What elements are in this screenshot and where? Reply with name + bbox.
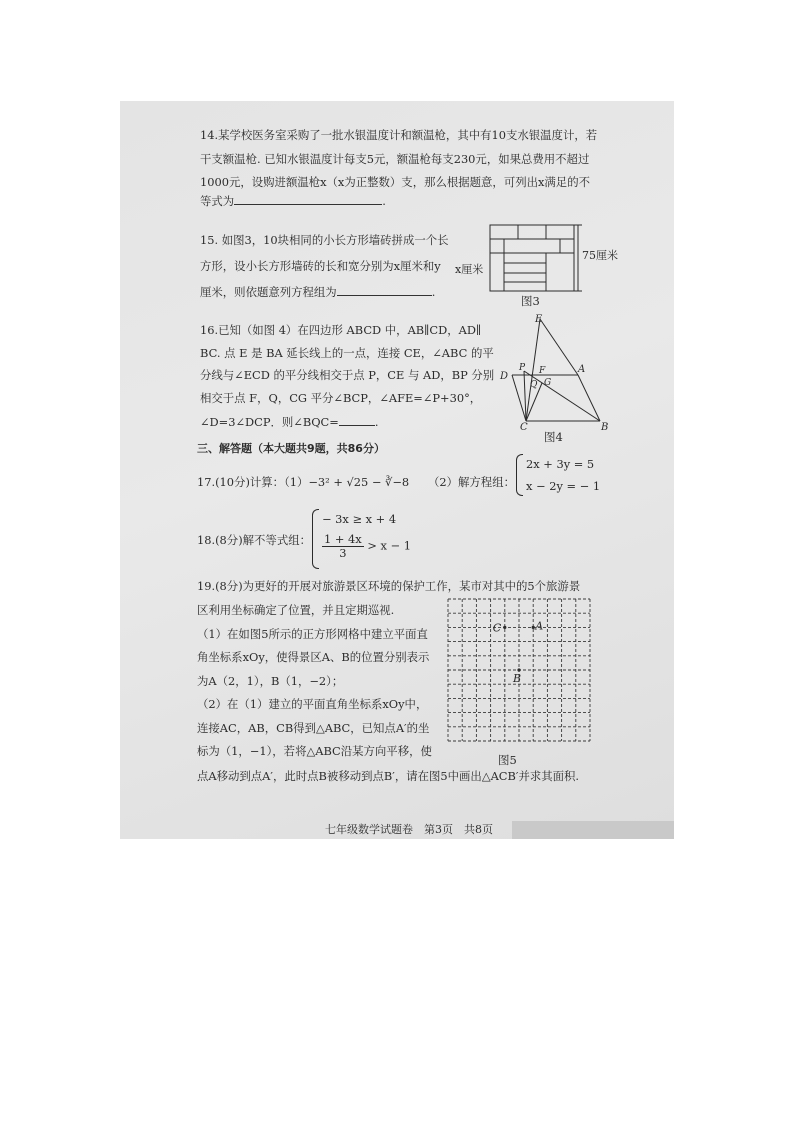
q17-equation-system — [516, 454, 626, 496]
fig4-point-c: C — [520, 422, 528, 433]
q16-last-prefix: ∠D=3∠DCP．则∠BQC= — [200, 415, 339, 429]
figure-5-grid[interactable] — [444, 595, 594, 747]
q14-line-2: 干支额温枪. 已知水银温度计每支5元，额温枪每支230元，如果总费用不超过 — [200, 152, 590, 166]
q14-answer-blank[interactable] — [234, 193, 382, 205]
q17-part1: 17.(10分)计算：（1）−3² + √25 − ∛−8 — [197, 475, 410, 489]
q17-eq2: x − 2y = − 1 — [526, 479, 601, 493]
q16-line-5 — [200, 414, 378, 429]
figure-4-quadrilateral — [488, 311, 618, 431]
fig3-height-label: 75厘米 — [582, 249, 618, 262]
figure-4-caption: 图4 — [544, 430, 563, 444]
q18-inequality-system — [312, 509, 422, 569]
q16-line-4: 相交于点 F，Q，CG 平分∠BCP，∠AFE=∠P+30°， — [200, 391, 482, 405]
grid-point-c-dot — [503, 626, 506, 629]
q16-last-suffix: . — [374, 415, 379, 429]
figure-3-caption: 图3 — [521, 294, 540, 308]
q17-part2-label: （2）解方程组： — [428, 475, 515, 489]
q18-fraction: $\frac{1 + 4x}{3}$ — [324, 532, 362, 560]
fig4-point-p: P — [519, 363, 526, 373]
q15-answer-blank[interactable] — [337, 284, 432, 296]
fig4-point-q: Q — [530, 380, 538, 390]
q18-prefix: 18.(8分)解不等式组： — [197, 533, 311, 547]
q19-line-8: 标为（1，−1），若将△ABC沿某方向平移，使 — [197, 744, 432, 758]
fig4-point-b: B — [601, 422, 609, 433]
figure-5-caption: 图5 — [498, 753, 517, 767]
q19-line-1: 19.(8分)为更好的开展对旅游景区环境的保护工作，某市对其中的5个旅游景 — [197, 579, 581, 593]
q19-line-2: 区利用坐标确定了位置，并且定期巡视. — [197, 603, 395, 617]
grid-point-c-label: C — [492, 621, 502, 635]
q16-line-1: 16.已知（如图 4）在四边形 ABCD 中，AB∥CD，AD∥ — [200, 323, 482, 337]
q19-line-4: 角坐标系xOy，使得景区A、B的位置分别表示 — [197, 650, 430, 664]
grid-point-b-label: B — [513, 672, 522, 685]
q17-eq1: 2x + 3y = 5 — [526, 457, 595, 471]
photo-edge-band — [512, 821, 674, 839]
fig4-point-e: E — [535, 314, 543, 325]
q14-line-3: 1000元，设购进额温枪x（x为正整数）支，那么根据题意，可列出x满足的不 — [200, 175, 590, 189]
q18-ineq2-rest: > x − 1 — [367, 538, 411, 553]
q15-last-prefix: 厘米，则依题意列方程组为 — [200, 285, 337, 299]
q19-line-5: 为A（2，1），B（1，−2）； — [197, 674, 344, 688]
exam-photo — [120, 101, 674, 839]
q14-line-1: 14.某学校医务室采购了一批水银温度计和额温枪，其中有10支水银温度计，若 — [200, 128, 598, 142]
page-footer: 七年级数学试题卷 第3页 共8页 — [325, 823, 493, 836]
fig4-point-g: G — [544, 378, 552, 388]
fig4-point-f: F — [539, 366, 546, 376]
q15-line-1: 15. 如图3，10块相同的小长方形墙砖拼成一个长 — [200, 233, 449, 247]
q19-line-7: 连接AC，AB，CB得到△ABC，已知点A′的坐 — [197, 721, 430, 735]
q15-line-3 — [200, 284, 435, 299]
q18-ineq2 — [322, 533, 411, 560]
fig4-point-a: A — [578, 364, 586, 375]
q14-last-prefix: 等式为 — [200, 194, 235, 208]
q15-last-suffix: . — [431, 285, 436, 299]
q19-line-6: （2）在（1）建立的平面直角坐标系xOy中， — [197, 697, 428, 711]
q14-last-suffix: . — [382, 194, 386, 208]
q14-line-4 — [200, 193, 386, 208]
section-3-heading: 三、解答题（本大题共9题，共86分） — [197, 442, 385, 455]
q18-ineq1: − 3x ≥ x + 4 — [322, 512, 397, 526]
q19-line-3: （1）在如图5所示的正方形网格中建立平面直 — [197, 627, 428, 641]
q16-line-3: 分线与∠ECD 的平分线相交于点 P，CE 与 AD，BP 分别 — [200, 368, 495, 382]
q16-line-2: BC. 点 E 是 BA 延长线上的一点，连接 CE，∠ABC 的平 — [200, 346, 494, 360]
fig3-x-label: x厘米 — [455, 263, 484, 276]
grid-point-a-label: A — [535, 619, 544, 633]
q16-answer-blank[interactable] — [339, 414, 375, 426]
q19-line-9: 点A移动到点A′，此时点B被移动到点B′，请在图5中画出△ACB′并求其面积. — [197, 769, 580, 783]
fig4-point-d: D — [500, 371, 509, 382]
q15-line-2: 方形，设小长方形墙砖的长和宽分别为x厘米和y — [200, 259, 441, 273]
